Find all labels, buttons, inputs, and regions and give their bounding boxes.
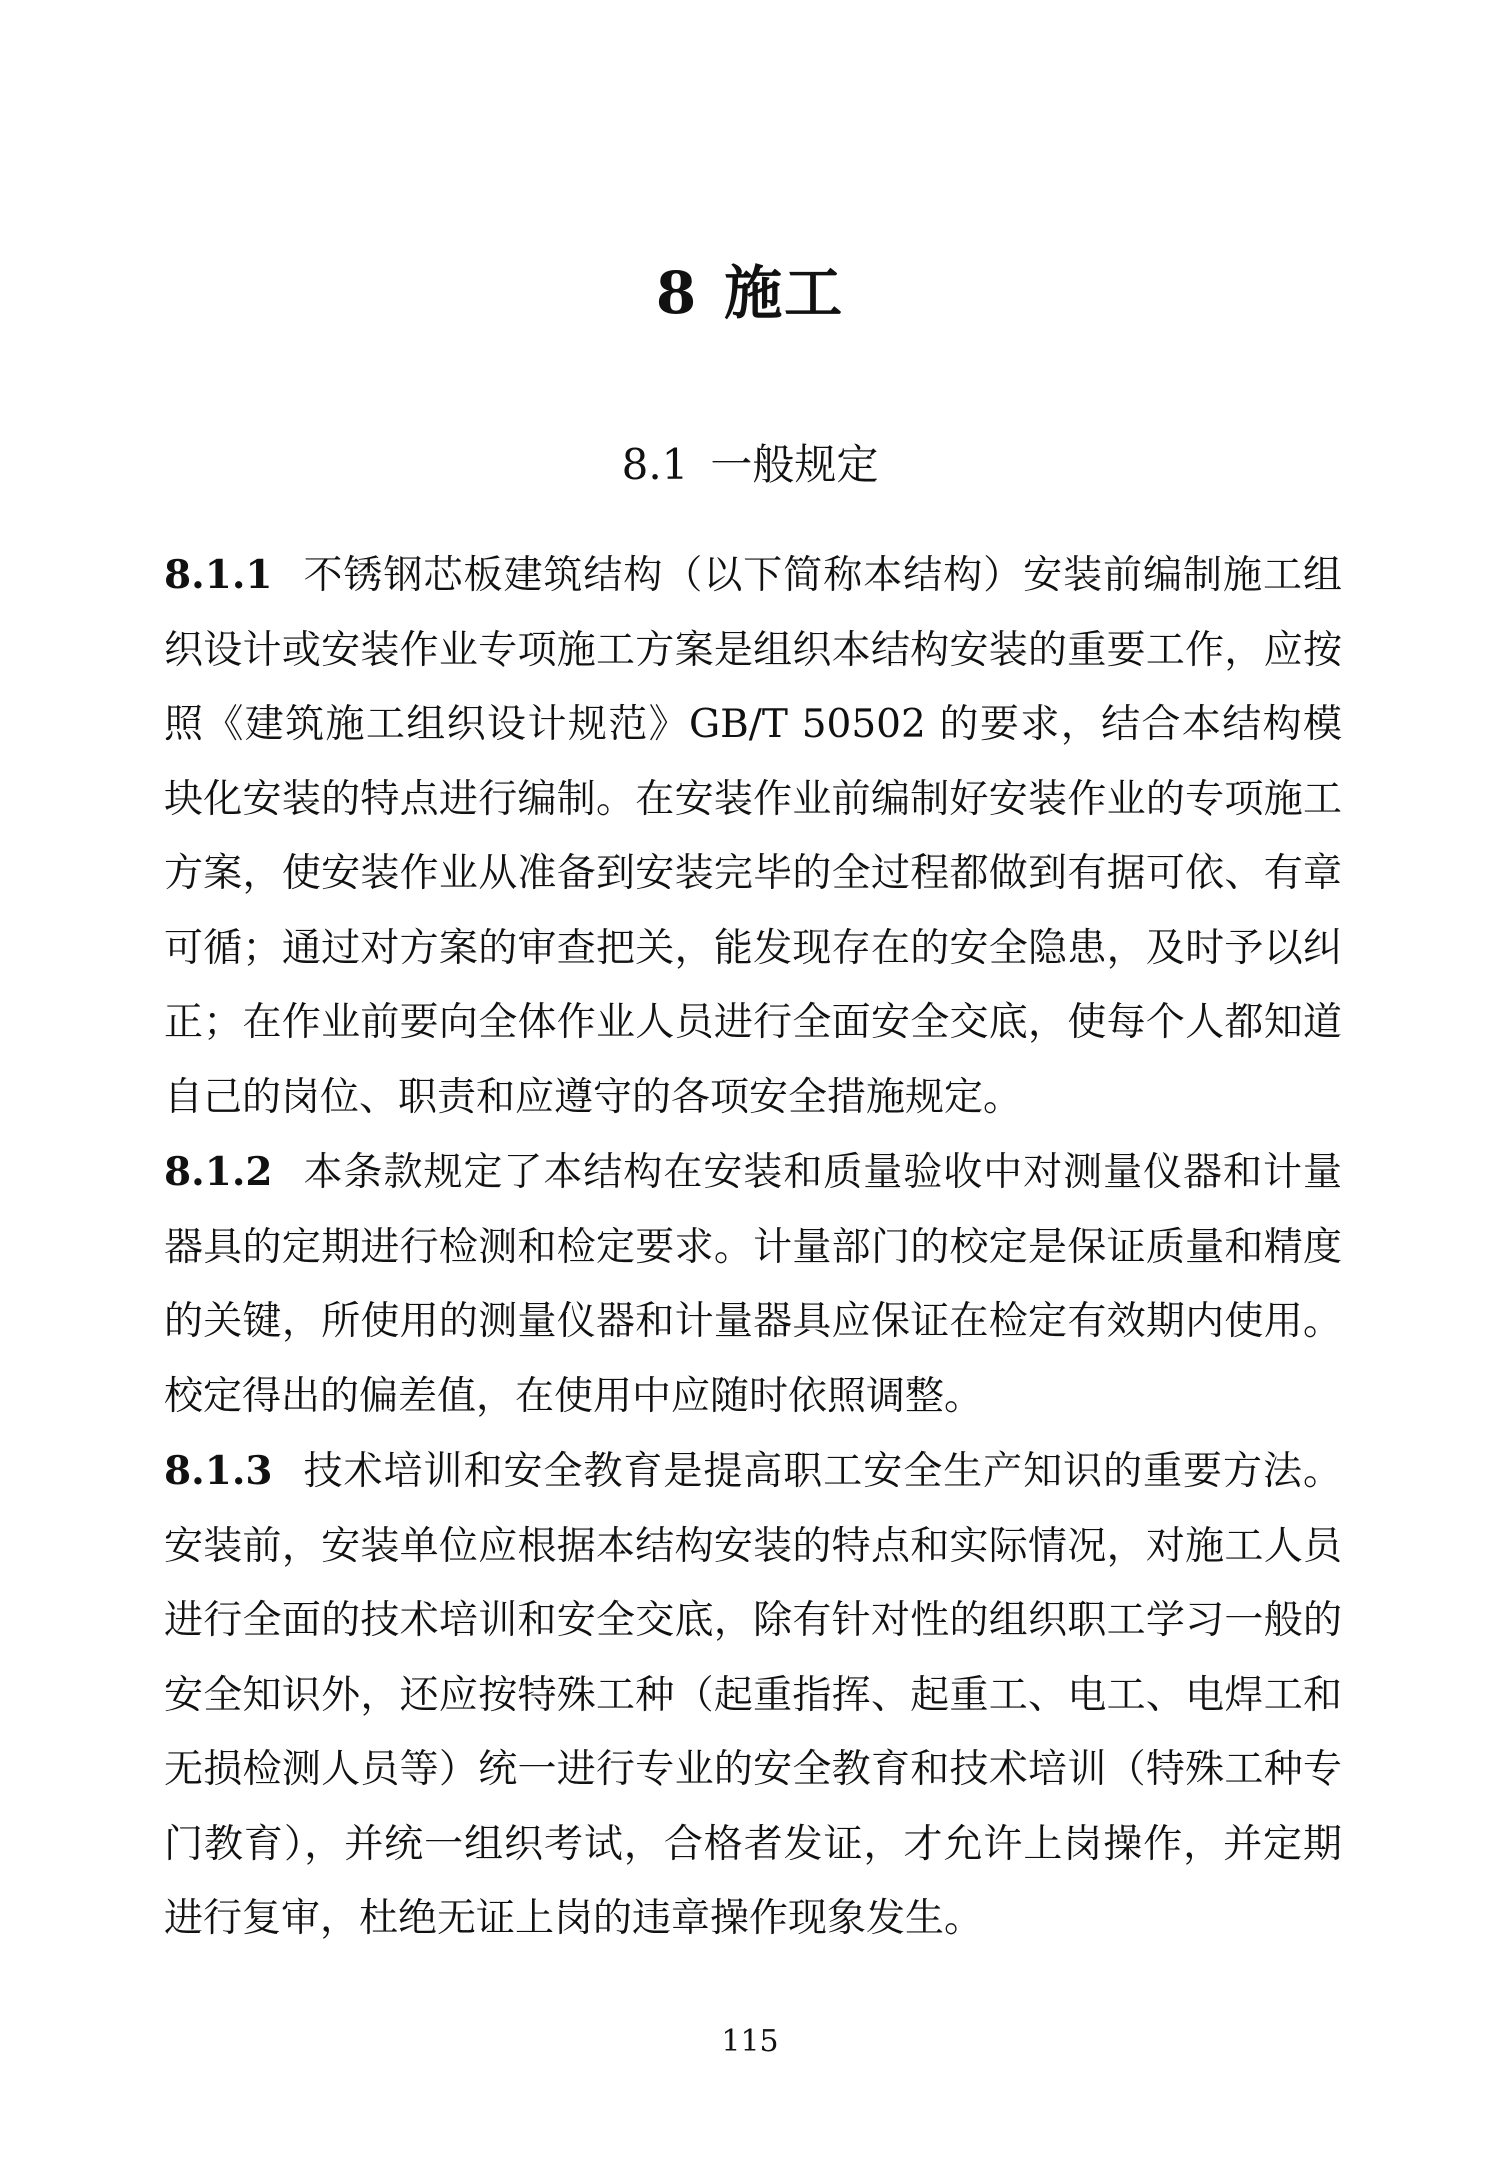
clause-number: 8.1.1	[164, 552, 273, 598]
clause-text: 本条款规定了本结构在安装和质量验收中对测量仪器和计量器具的定期进行检测和检定要求。计量部门的校定是保证质量和精度的关键，所使用的测量仪器和计量器具应保证在检定有效期内使用。校定得出的偏差值，在使用中应随时依照调整。	[164, 1150, 1342, 1419]
section-number: 8.1	[621, 440, 689, 489]
chapter-title	[0, 258, 1500, 328]
clause-text: 技术培训和安全教育是提高职工安全生产知识的重要方法。安装前，安装单位应根据本结构安装的特点和实际情况，对施工人员进行全面的技术培训和安全交底，除有针对性的组织职工学习一般的安全知识外，还应按特殊工种（起重指挥、起重工、电工、电焊工和无损检测人员等）统一进行专业的安全教育和技术培训（特殊工种专门教育），并统一组织考试，合格者发证，才允许上岗操作，并定期进行复审，杜绝无证上岗的违章操作现象发生。	[164, 1449, 1342, 1941]
clause-number: 8.1.3	[164, 1448, 273, 1494]
clause-number: 8.1.2	[164, 1149, 273, 1195]
clause-8-1-3	[164, 1434, 1342, 1957]
chapter-title-text: 施工	[724, 259, 845, 327]
clause-8-1-1	[164, 538, 1342, 1135]
chapter-number: 8	[655, 259, 699, 327]
clause-8-1-2	[164, 1135, 1342, 1434]
document-body	[164, 538, 1342, 1957]
section-title-text: 一般规定	[710, 440, 879, 489]
clause-text: 不锈钢芯板建筑结构（以下简称本结构）安装前编制施工组织设计或安装作业专项施工方案是组织本结构安装的重要工作，应按照《建筑施工组织设计规范》GB/T 50502 的要求，结合本结构模块化安装的特点进行编制。在安装作业前编制好安装作业的专项施工方案，使安装作业从准备到安装完毕的全过程都做到有据可依、有章可循；通过对方案的审查把关，能发现存在的安全隐患，及时予以纠正；在作业前要向全体作业人员进行全面安全交底，使每个人都知道自己的岗位、职责和应遵守的各项安全措施规定。	[164, 553, 1342, 1120]
section-title	[0, 435, 1500, 495]
page-number: 115	[721, 2024, 779, 2059]
